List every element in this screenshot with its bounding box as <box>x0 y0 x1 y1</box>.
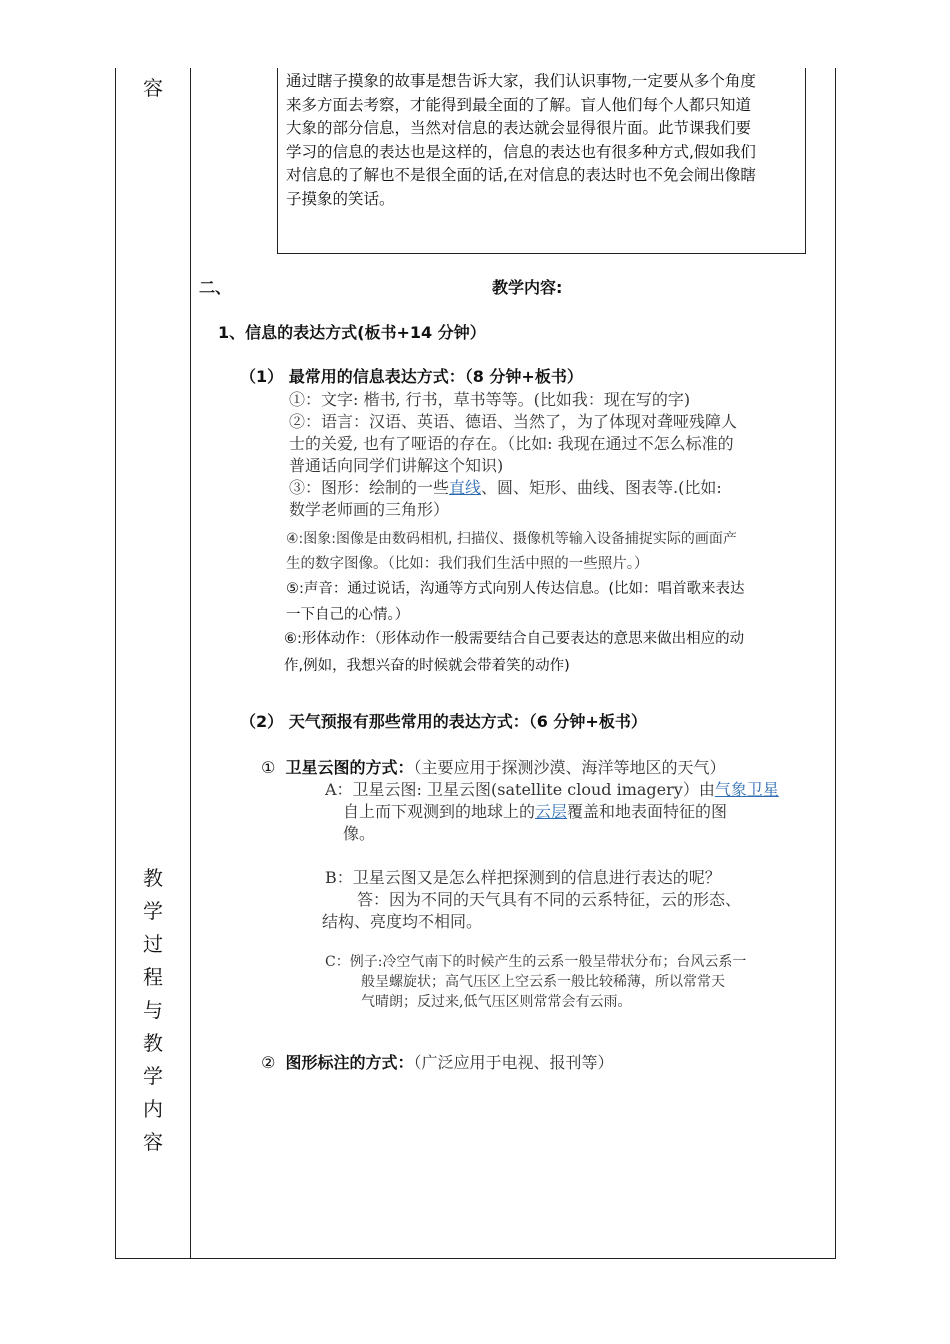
intro-text <box>286 70 806 211</box>
sub1-a-line2-pre: 自上而下观测到的地球上的 <box>343 802 536 821</box>
section-title: 教学内容: <box>492 278 563 297</box>
intro-line: 学习的信息的表达也是这样的，信息的表达也有很多种方式,假如我们 <box>286 142 756 161</box>
sub1-a-line3: 像。 <box>343 824 376 843</box>
sub1-heading <box>261 757 726 779</box>
subsection-title: 1、信息的表达方式(板书+14 分钟） <box>218 323 486 342</box>
p1-item-text: 数学老师画的三角形） <box>289 500 450 519</box>
p1-item-text: ④:图象:图像是由数码相机, 扫描仪、摄像机等输入设备捕捉实际的画面产 <box>286 531 737 547</box>
p1-item-text: ⑥:形体动作：（形体动作一般需要结合自己要表达的意思来做出相应的动 <box>284 631 745 647</box>
sub2-title: 图形标注的方式： <box>285 1053 414 1072</box>
p1-item-text: 一下自己的心情。） <box>286 607 410 623</box>
vertical-label-char: 教 <box>143 866 163 890</box>
sub1-a-line2-post: 覆盖和地表面特征的图 <box>567 802 728 821</box>
p1-item-text: ⑤:声音：通过说话，沟通等方式向别人传达信息。(比如：唱首歌来表达 <box>286 581 745 597</box>
vertical-label-char: 与 <box>143 998 163 1022</box>
intro-line: 来多方面去考察，才能得到最全面的了解。盲人他们每个人都只知道 <box>286 95 752 114</box>
part1-title: （1） 最常用的信息表达方式：（8 分钟+板书） <box>240 367 583 386</box>
sub1-c-line: 气晴朗；反过来,低气压区则常常会有云雨。 <box>361 994 632 1010</box>
sub1-b-question: B：卫星云图又是怎么样把探测到的信息进行表达的呢？ <box>325 868 721 887</box>
sub1-note: （主要应用于探测沙漠、海洋等地区的天气） <box>413 758 726 777</box>
vertical-label-char: 学 <box>143 899 163 923</box>
vertical-label-char: 过 <box>143 932 163 956</box>
p1-item-text: ②：语言：汉语、英语、德语、当然了，为了体现对聋哑残障人 <box>289 412 738 431</box>
table-bottom-border <box>115 1258 836 1259</box>
intro-line: 大象的部分信息，当然对信息的表达就会显得很片面。此节课我们要 <box>286 119 752 137</box>
vertical-label-char: 教 <box>143 1031 163 1055</box>
p1-item-text: 士的关爱, 也有了哑语的存在。（比如: 我现在通过不怎么标准的 <box>289 434 734 453</box>
cloud-layer-link[interactable]: 云层 <box>535 802 568 821</box>
sub1-num: ① <box>261 758 276 777</box>
vertical-label-char: 学 <box>143 1064 163 1088</box>
table-column-divider <box>190 68 191 1259</box>
sub1-b-answer: 答：因为不同的天气具有不同的云系特征，云的形态、 <box>357 890 742 909</box>
table-left-border <box>115 68 116 1259</box>
p1-item-text: 、圆、矩形、曲线、图表等.(比如: <box>481 478 722 497</box>
sub2-num: ② <box>261 1053 276 1072</box>
side-top-char: 容 <box>143 76 163 100</box>
table-right-border <box>835 68 836 1259</box>
intro-line: 子摸象的笑话。 <box>286 189 395 208</box>
vertical-label-char: 内 <box>143 1097 163 1121</box>
p1-item-text: 作,例如，我想兴奋的时候就会带着笑的动作) <box>284 658 570 674</box>
vertical-label-char: 容 <box>143 1130 163 1154</box>
section-number: 二、 <box>199 278 232 297</box>
part2-title: （2） 天气预报有那些常用的表达方式：（6 分钟+板书） <box>240 712 647 731</box>
p1-item-text: 普通话向同学们讲解这个知识) <box>289 456 504 475</box>
p1-item-text: ③：图形：绘制的一些 <box>289 478 450 497</box>
intro-line: 对信息的了解也不是很全面的话,在对信息的表达时也不免会闹出像瞎 <box>286 166 756 184</box>
sub1-a-line2 <box>343 801 727 823</box>
sub1-b-answer: 结构、亮度均不相同。 <box>322 912 483 931</box>
sub2-note: （广泛应用于电视、报刊等） <box>413 1053 614 1072</box>
vertical-label-char: 程 <box>143 965 163 989</box>
sub1-title: 卫星云图的方式： <box>285 758 414 777</box>
sub1-c-line: 般呈螺旋状；高气压区上空云系一般比较稀薄，所以常常天 <box>361 974 725 990</box>
sub1-c-line: C：例子:冷空气南下的时候产生的云系一般呈带状分布；台风云系一 <box>325 954 747 970</box>
sub1-a-prefix: A：卫星云图: 卫星云图(satellite cloud imagery）由 <box>325 780 715 799</box>
p1-item-graphics <box>289 477 722 499</box>
weather-satellite-link[interactable]: 气象卫星 <box>714 780 779 799</box>
sub2-heading <box>261 1052 614 1074</box>
line-link[interactable]: 直线 <box>449 478 482 497</box>
intro-line: 通过瞎子摸象的故事是想告诉大家，我们认识事物,一定要从多个角度 <box>286 72 756 90</box>
sub1-a-line1 <box>325 779 779 801</box>
p1-item-text: ①：文字: 楷书, 行书，草书等等。(比如我：现在写的字) <box>289 390 691 409</box>
p1-item-text: 生的数字图像。（比如：我们我们生活中照的一些照片。） <box>286 556 649 572</box>
